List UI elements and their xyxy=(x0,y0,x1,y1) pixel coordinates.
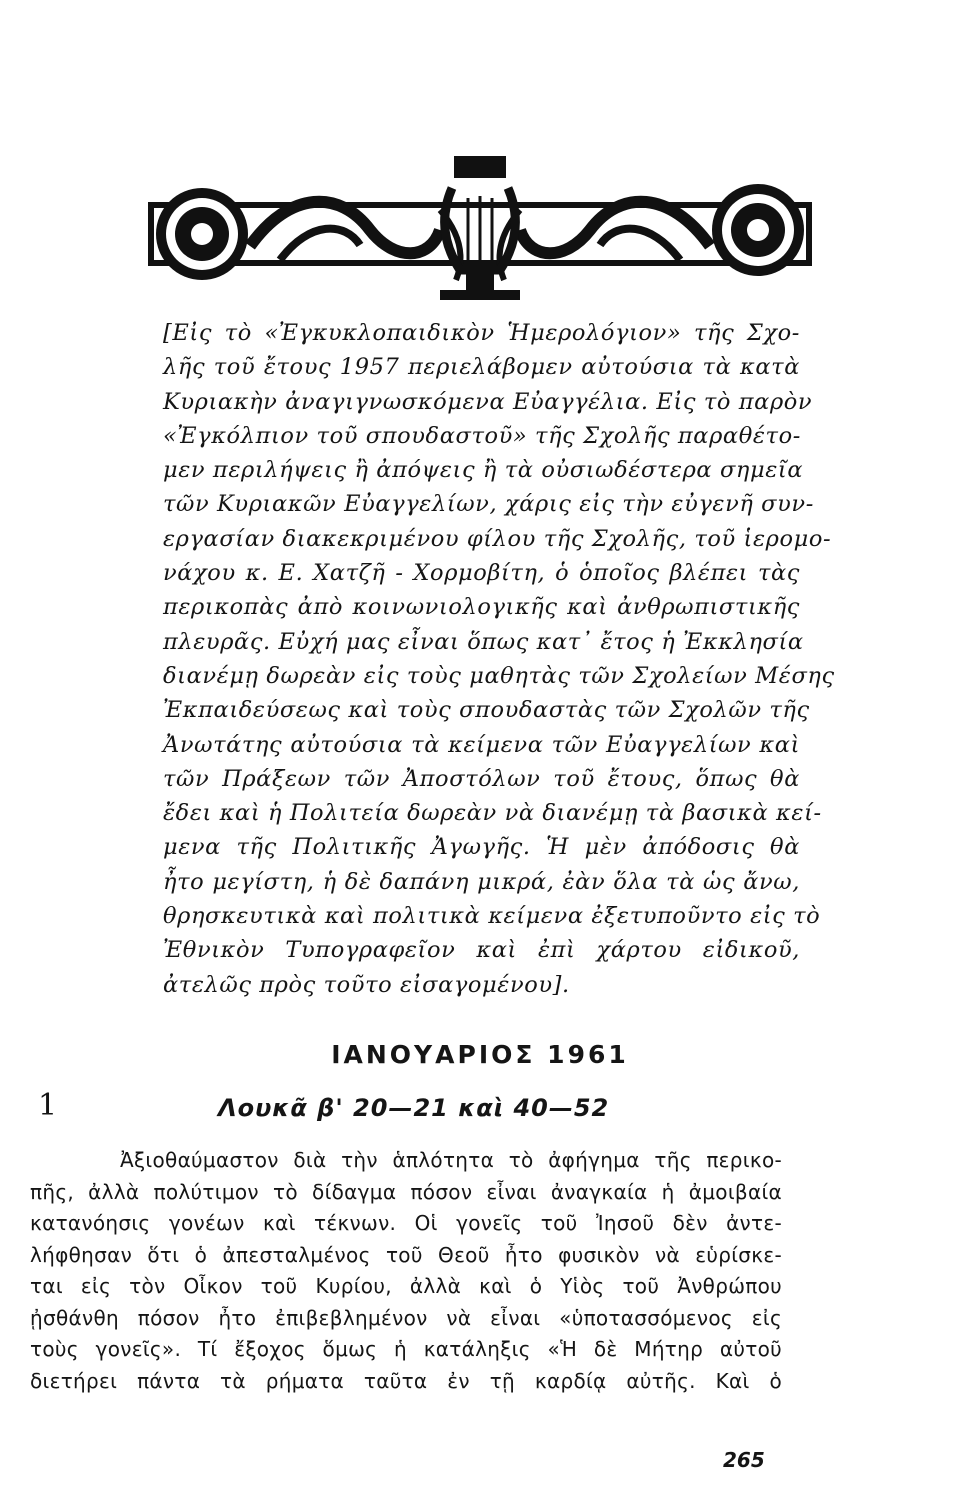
intro-line: Ἀνωτάτης αὐτούσια τὰ κείμενα τῶν Εὐαγγελίων καὶ xyxy=(163,731,800,758)
intro-line: ἦτο μεγίστη, ἡ δὲ δαπάνη μικρά, ἐὰν ὅλα τὰ ὡς ἄνω, xyxy=(163,868,800,895)
body-line: ᾐσθάνθη πόσον ἦτο ἐπιβεβλημένον νὰ εἶναι «ὑποτασσόμενος εἰς xyxy=(30,1305,782,1330)
intro-line: «Ἐγκόλπιον τοῦ σπουδαστοῦ» τῆς Σχολῆς παραθέτο- xyxy=(163,422,801,449)
intro-line: λῆς τοῦ ἔτους 1957 περιελάβομεν αὐτούσια τὰ κατὰ xyxy=(163,354,800,381)
body-line: κατανόησις γονέων καὶ τέκνων. Οἱ γονεῖς τοῦ Ἰησοῦ δὲν ἀντε- xyxy=(30,1211,782,1235)
intro-line: μενα τῆς Πολιτικῆς Ἀγωγῆς. Ἡ μὲν ἀπόδοσις θὰ xyxy=(163,834,800,861)
intro-line: εργασίαν διακεκριμένου φίλου τῆς Σχολῆς, τοῦ ἱερομο- xyxy=(163,525,832,552)
body-line: ται εἰς τὸν Οἶκον τοῦ Κυρίου, ἀλλὰ καὶ ὁ Υἱὸς τοῦ Ἀνθρώπου xyxy=(30,1274,782,1298)
intro-paragraph xyxy=(163,316,835,1002)
intro-line: Κυριακὴν ἀναγιγνωσκόμενα Εὐαγγέλια. Εἰς τὸ παρὸν xyxy=(163,388,813,415)
intro-line: διανέμῃ δωρεὰν εἰς τοὺς μαθητὰς τῶν Σχολείων Μέσης xyxy=(163,662,835,689)
commentary-paragraph xyxy=(30,1145,782,1397)
intro-line: Ἐθνικὸν Τυπογραφεῖον καὶ ἐπὶ χάρτου εἰδικοῦ, xyxy=(163,937,800,964)
intro-line: μεν περιλήψεις ἢ ἀπόψεις ἢ τὰ οὐσιωδέστερα σημεῖα xyxy=(163,457,804,484)
intro-line: τῶν Κυριακῶν Εὐαγγελίων, χάρις εἰς τὴν εὐγενῆ συν- xyxy=(163,491,814,518)
day-number: 1 xyxy=(38,1088,58,1123)
body-line: τοὺς γονεῖς». Τί ἔξοχος ὅμως ἡ κατάληξις «Ἡ δὲ Μήτηρ αὐτοῦ xyxy=(30,1337,782,1361)
page-number: 265 xyxy=(723,1448,765,1472)
intro-line: πλευρᾶς. Εὐχή μας εἶναι ὅπως κατ᾿ ἔτος ἡ Ἐκκλησία xyxy=(163,628,804,655)
intro-line: νάχου κ. Ε. Χατζῆ - Χορμοβίτη, ὁ ὁποῖος βλέπει τὰς xyxy=(163,560,800,587)
intro-line: θρησκευτικὰ καὶ πολιτικὰ κείμενα ἐξετυποῦντο εἰς τὸ xyxy=(163,903,821,930)
intro-line: ἔδει καὶ ἡ Πολιτεία δωρεὰν νὰ διανέμῃ τὰ βασικὰ κεί- xyxy=(163,800,822,827)
body-line: λήφθησαν ὅτι ὁ ἀπεσταλμένος τοῦ Θεοῦ ἦτο φυσικὸν νὰ εὑρίσκε- xyxy=(30,1242,782,1267)
intro-line: Ἐκπαιδεύσεως καὶ τοὺς σπουδαστὰς τῶν Σχολῶν τῆς xyxy=(163,697,810,724)
lyre-ornament-icon xyxy=(140,150,820,305)
body-line: πῆς, ἀλλὰ πολύτιμον τὸ δίδαγμα πόσον εἶναι ἀναγκαία ἡ ἀμοιβαία xyxy=(30,1179,782,1204)
intro-line: περικοπὰς ἀπὸ κοινωνιολογικῆς καὶ ἀνθρωπιστικῆς xyxy=(163,594,800,621)
body-line: διετήρει πάντα τὰ ρήματα ταῦτα ἐν τῇ καρδίᾳ αὐτῆς. Καὶ ὁ xyxy=(30,1368,782,1393)
intro-line: τῶν Πράξεων τῶν Ἀποστόλων τοῦ ἔτους, ὅπως θὰ xyxy=(163,765,800,792)
intro-line: [Εἰς τὸ «Ἐγκυκλοπαιδικὸν Ἡμερολόγιον» τῆς Σχο- xyxy=(163,320,800,346)
intro-line: ἀτελῶς πρὸς τοῦτο εἰσαγομένου]. xyxy=(163,971,570,998)
month-heading: ΙΑΝΟΥΑΡΙΟΣ 1961 xyxy=(331,1040,629,1069)
reading-reference: Λουκᾶ β' 20—21 καὶ 40—52 xyxy=(218,1094,610,1122)
body-line: Ἀξιοθαύμαστον διὰ τὴν ἁπλότητα τὸ ἀφήγημα τῆς περικο- xyxy=(120,1148,782,1172)
